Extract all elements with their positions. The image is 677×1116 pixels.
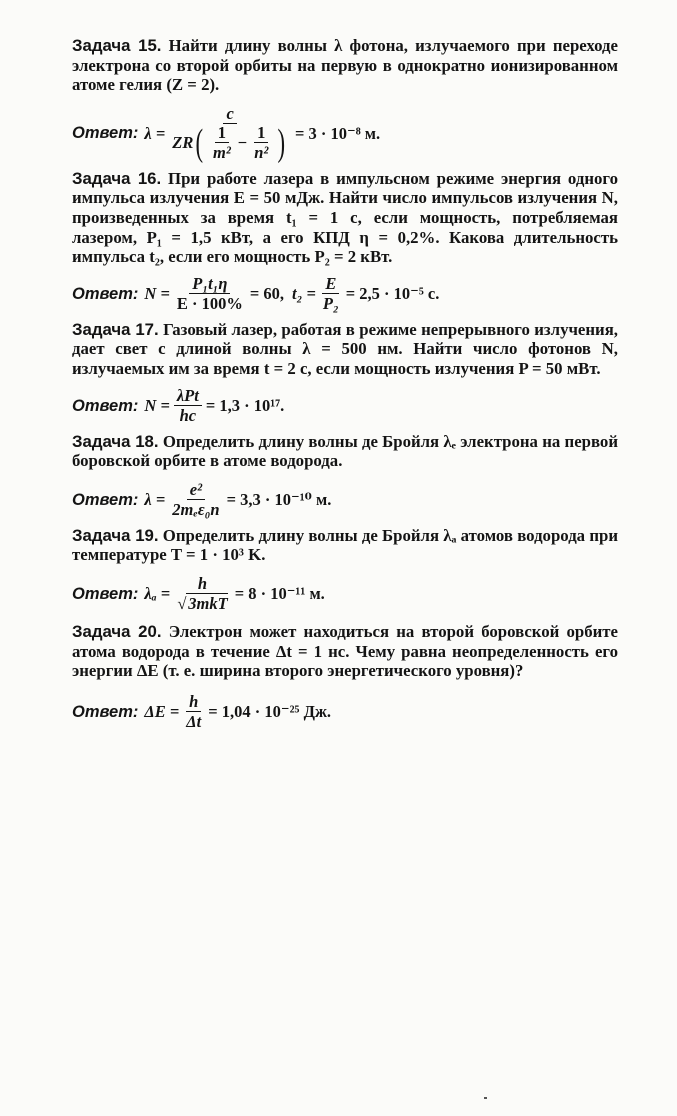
- answer-lhs: λₐ =: [144, 584, 171, 604]
- formula-fraction: [174, 275, 246, 314]
- problem-16: [72, 169, 618, 267]
- formula-fraction: [174, 575, 230, 614]
- page: [72, 36, 618, 738]
- problem-title: Задача 19.: [72, 525, 159, 545]
- denominator-factor: ZR: [172, 133, 194, 153]
- fraction-numerator: h: [195, 575, 210, 594]
- formula-fraction: [174, 387, 202, 426]
- fraction-denominator: hc: [179, 405, 197, 425]
- inner-denominator-2: n²: [254, 142, 269, 162]
- answer-result: = 8 · 10⁻¹¹ м.: [234, 584, 325, 604]
- problem-text: Электрон может находиться на второй боровской орбите атома водорода в течение Δt = 1 нс. Чему равна неопределенность его энергии ΔE (т. е. ширина второго энергетического уровня)?: [72, 621, 618, 681]
- fraction-numerator-2: E: [322, 275, 339, 294]
- problem-title: Задача 15.: [72, 36, 162, 55]
- sqrt-sign: √: [177, 593, 187, 613]
- problem-text: Определить длину волны де Бройля λₑ электрона на первой боровской орбите в атоме водорода.: [72, 431, 618, 471]
- answer-result: = 1,3 · 10¹⁷.: [205, 396, 285, 416]
- inner-fraction-1: [210, 124, 234, 163]
- answer-15: [72, 105, 618, 163]
- formula-fraction: [169, 105, 291, 163]
- answer-19: [72, 575, 618, 614]
- problem-19: [72, 526, 618, 565]
- problem-text: Определить длину волны де Бройля λₐ атомов водорода при температуре T = 1 · 10³ K.: [72, 525, 618, 565]
- fraction-numerator: λPt: [174, 387, 202, 406]
- close-paren: ): [277, 122, 286, 165]
- answer-label: Ответ:: [72, 284, 139, 303]
- answer-label: Ответ:: [72, 124, 139, 143]
- problem-18: [72, 432, 618, 471]
- inner-denominator-1: m²: [213, 142, 231, 162]
- fraction-denominator: [169, 124, 291, 163]
- answer-result: = 3,3 · 10⁻¹⁰ м.: [226, 490, 332, 510]
- sqrt-radicand: 3mkT: [188, 593, 228, 613]
- problem-title: Задача 18.: [72, 431, 159, 451]
- fraction-numerator: P₁t₁η: [189, 275, 230, 294]
- formula-fraction: [169, 481, 222, 520]
- problem-text: Газовый лазер, работая в режиме непрерывного излучения, дает свет с длиной волны λ = 500 нм. Найти число фотонов N, излучаемых им за время t = 2 с, если мощность излучения P = 50 мВт.: [72, 319, 618, 378]
- problem-title: Задача 20.: [72, 621, 162, 641]
- answer-label: Ответ:: [72, 584, 139, 603]
- answer-lhs: λ =: [144, 123, 166, 143]
- answer-mid: = 60,: [249, 284, 285, 304]
- open-paren: (: [195, 122, 204, 165]
- answer-result: = 2,5 · 10⁻⁵ с.: [345, 284, 440, 304]
- answer-lhs: λ =: [144, 490, 166, 510]
- problem-17: [72, 320, 618, 379]
- answer-label: Ответ:: [72, 396, 139, 415]
- answer-lhs: ΔE =: [144, 702, 180, 722]
- answer-lhs: N =: [144, 396, 170, 416]
- problem-title: Задача 16.: [72, 168, 162, 188]
- inner-fraction-2: [251, 124, 271, 163]
- scan-speck: [484, 1097, 487, 1099]
- answer-20: [72, 693, 618, 732]
- answer-lhs: N =: [144, 284, 170, 304]
- answer-result: = 1,04 · 10⁻²⁵ Дж.: [208, 702, 332, 722]
- problem-title: Задача 17.: [72, 319, 159, 339]
- inner-numerator-2: 1: [254, 124, 268, 143]
- answer-17: [72, 387, 618, 426]
- answer-16: [72, 275, 618, 314]
- minus-sign: −: [237, 133, 248, 153]
- fraction-denominator: [174, 594, 230, 614]
- fraction-denominator-2: P₂: [322, 293, 339, 313]
- problem-text: При работе лазера в импульсном режиме энергия одного импульса излучения E = 50 мДж. Найти число импульсов излучения N, произведенных за время t₁ = 1 с, если мощность, потребляемая лазером, P₁ = 1,5 кВт, а его КПД η = 0,2%. Какова длительность импульса t₂, если его мощность P₂ = 2 кВт.: [72, 168, 618, 267]
- problem-15: [72, 36, 618, 95]
- formula-fraction-2: [320, 275, 342, 314]
- answer-18: [72, 481, 618, 520]
- fraction-numerator: c: [223, 105, 236, 124]
- inner-numerator-1: 1: [215, 124, 229, 143]
- problem-20: [72, 622, 618, 681]
- formula-fraction: [183, 693, 204, 732]
- fraction-denominator: Δt: [186, 711, 202, 731]
- fraction-numerator: h: [186, 693, 201, 712]
- answer-label: Ответ:: [72, 490, 139, 509]
- answer-lhs-2: t₂ =: [292, 284, 316, 304]
- problem-text: Найти длину волны λ фотона, излучаемого при переходе электрона со второй орбиты на первую в однократно ионизированном атоме гелия (Z = 2).: [72, 36, 618, 95]
- fraction-denominator: 2mₑε₀n: [172, 499, 220, 519]
- fraction-numerator: e²: [187, 481, 205, 500]
- answer-result: = 3 · 10⁻⁸ м.: [294, 123, 381, 143]
- fraction-denominator: E · 100%: [176, 293, 243, 313]
- answer-label: Ответ:: [72, 702, 139, 721]
